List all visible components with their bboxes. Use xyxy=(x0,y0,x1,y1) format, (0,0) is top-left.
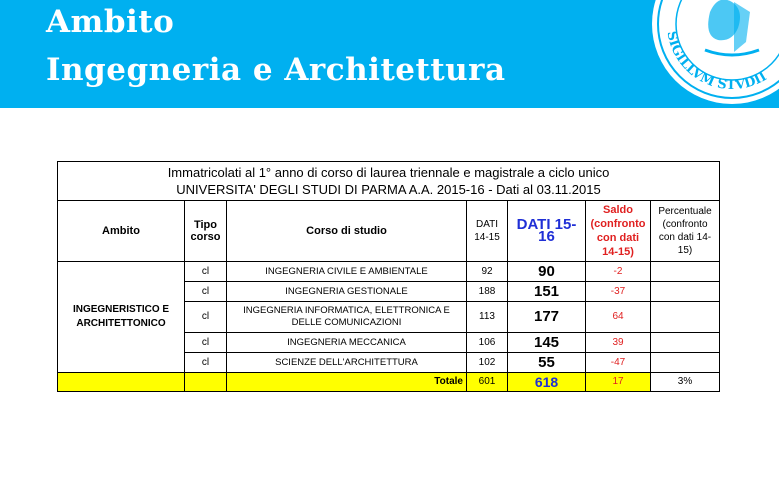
curr-cell: 151 xyxy=(508,282,586,302)
tipo-cell: cl xyxy=(185,302,227,333)
header-corso: Corso di studio xyxy=(227,201,467,262)
header-ambito: Ambito xyxy=(58,201,185,262)
saldo-cell: -47 xyxy=(586,353,651,373)
tipo-cell: cl xyxy=(185,282,227,302)
caption-line2: UNIVERSITA' DEGLI STUDI DI PARMA A.A. 2015-16 - Dati al 03.11.2015 xyxy=(176,182,601,197)
total-row xyxy=(58,373,720,392)
saldo-cell: -2 xyxy=(586,262,651,282)
prev-cell: 92 xyxy=(467,262,508,282)
corso-cell: INGEGNERIA MECCANICA xyxy=(227,333,467,353)
total-label: Totale xyxy=(227,373,467,392)
prev-cell: 113 xyxy=(467,302,508,333)
header-percentuale: Percentuale (confronto con dati 14-15) xyxy=(651,201,720,262)
total-empty-ambito xyxy=(58,373,185,392)
total-perc: 3% xyxy=(651,373,720,392)
perc-cell xyxy=(651,353,720,373)
header-dati-prev: DATI 14-15 xyxy=(467,201,508,262)
header-tipo: Tipo corso xyxy=(185,201,227,262)
curr-cell: 55 xyxy=(508,353,586,373)
table-caption xyxy=(58,162,720,201)
header-dati-curr: DATI 15-16 xyxy=(508,201,586,262)
corso-cell: INGEGNERIA GESTIONALE xyxy=(227,282,467,302)
total-curr: 618 xyxy=(508,373,586,392)
header-saldo: Saldo (confronto con dati 14-15) xyxy=(586,201,651,262)
saldo-cell: 39 xyxy=(586,333,651,353)
perc-cell xyxy=(651,262,720,282)
total-prev: 601 xyxy=(467,373,508,392)
corso-cell: SCIENZE DELL'ARCHITETTURA xyxy=(227,353,467,373)
total-saldo: 17 xyxy=(586,373,651,392)
saldo-cell: 64 xyxy=(586,302,651,333)
perc-cell xyxy=(651,302,720,333)
perc-cell xyxy=(651,333,720,353)
svg-text:SIGILLVM STVDII: SIGILLVM STVDII xyxy=(663,29,770,94)
enrollment-table xyxy=(57,161,720,392)
table-header-row xyxy=(58,201,720,262)
page-title-line2: Ingegneria e Architettura xyxy=(46,52,506,88)
saldo-cell: -37 xyxy=(586,282,651,302)
caption-line1: Immatricolati al 1° anno di corso di laurea triennale e magistrale a ciclo unico xyxy=(167,165,610,180)
prev-cell: 106 xyxy=(467,333,508,353)
page-title-line1: Ambito xyxy=(46,4,175,40)
tipo-cell: cl xyxy=(185,262,227,282)
curr-cell: 90 xyxy=(508,262,586,282)
university-seal-icon xyxy=(650,0,779,106)
tipo-cell: cl xyxy=(185,333,227,353)
total-empty-tipo xyxy=(185,373,227,392)
table-row xyxy=(58,262,720,282)
ambito-cell: INGEGNERISTICO E ARCHITETTONICO xyxy=(58,262,185,373)
corso-cell: INGEGNERIA INFORMATICA, ELETTRONICA E DELLE COMUNICAZIONI xyxy=(227,302,467,333)
perc-cell xyxy=(651,282,720,302)
prev-cell: 102 xyxy=(467,353,508,373)
tipo-cell: cl xyxy=(185,353,227,373)
prev-cell: 188 xyxy=(467,282,508,302)
curr-cell: 145 xyxy=(508,333,586,353)
curr-cell: 177 xyxy=(508,302,586,333)
corso-cell: INGEGNERIA CIVILE E AMBIENTALE xyxy=(227,262,467,282)
